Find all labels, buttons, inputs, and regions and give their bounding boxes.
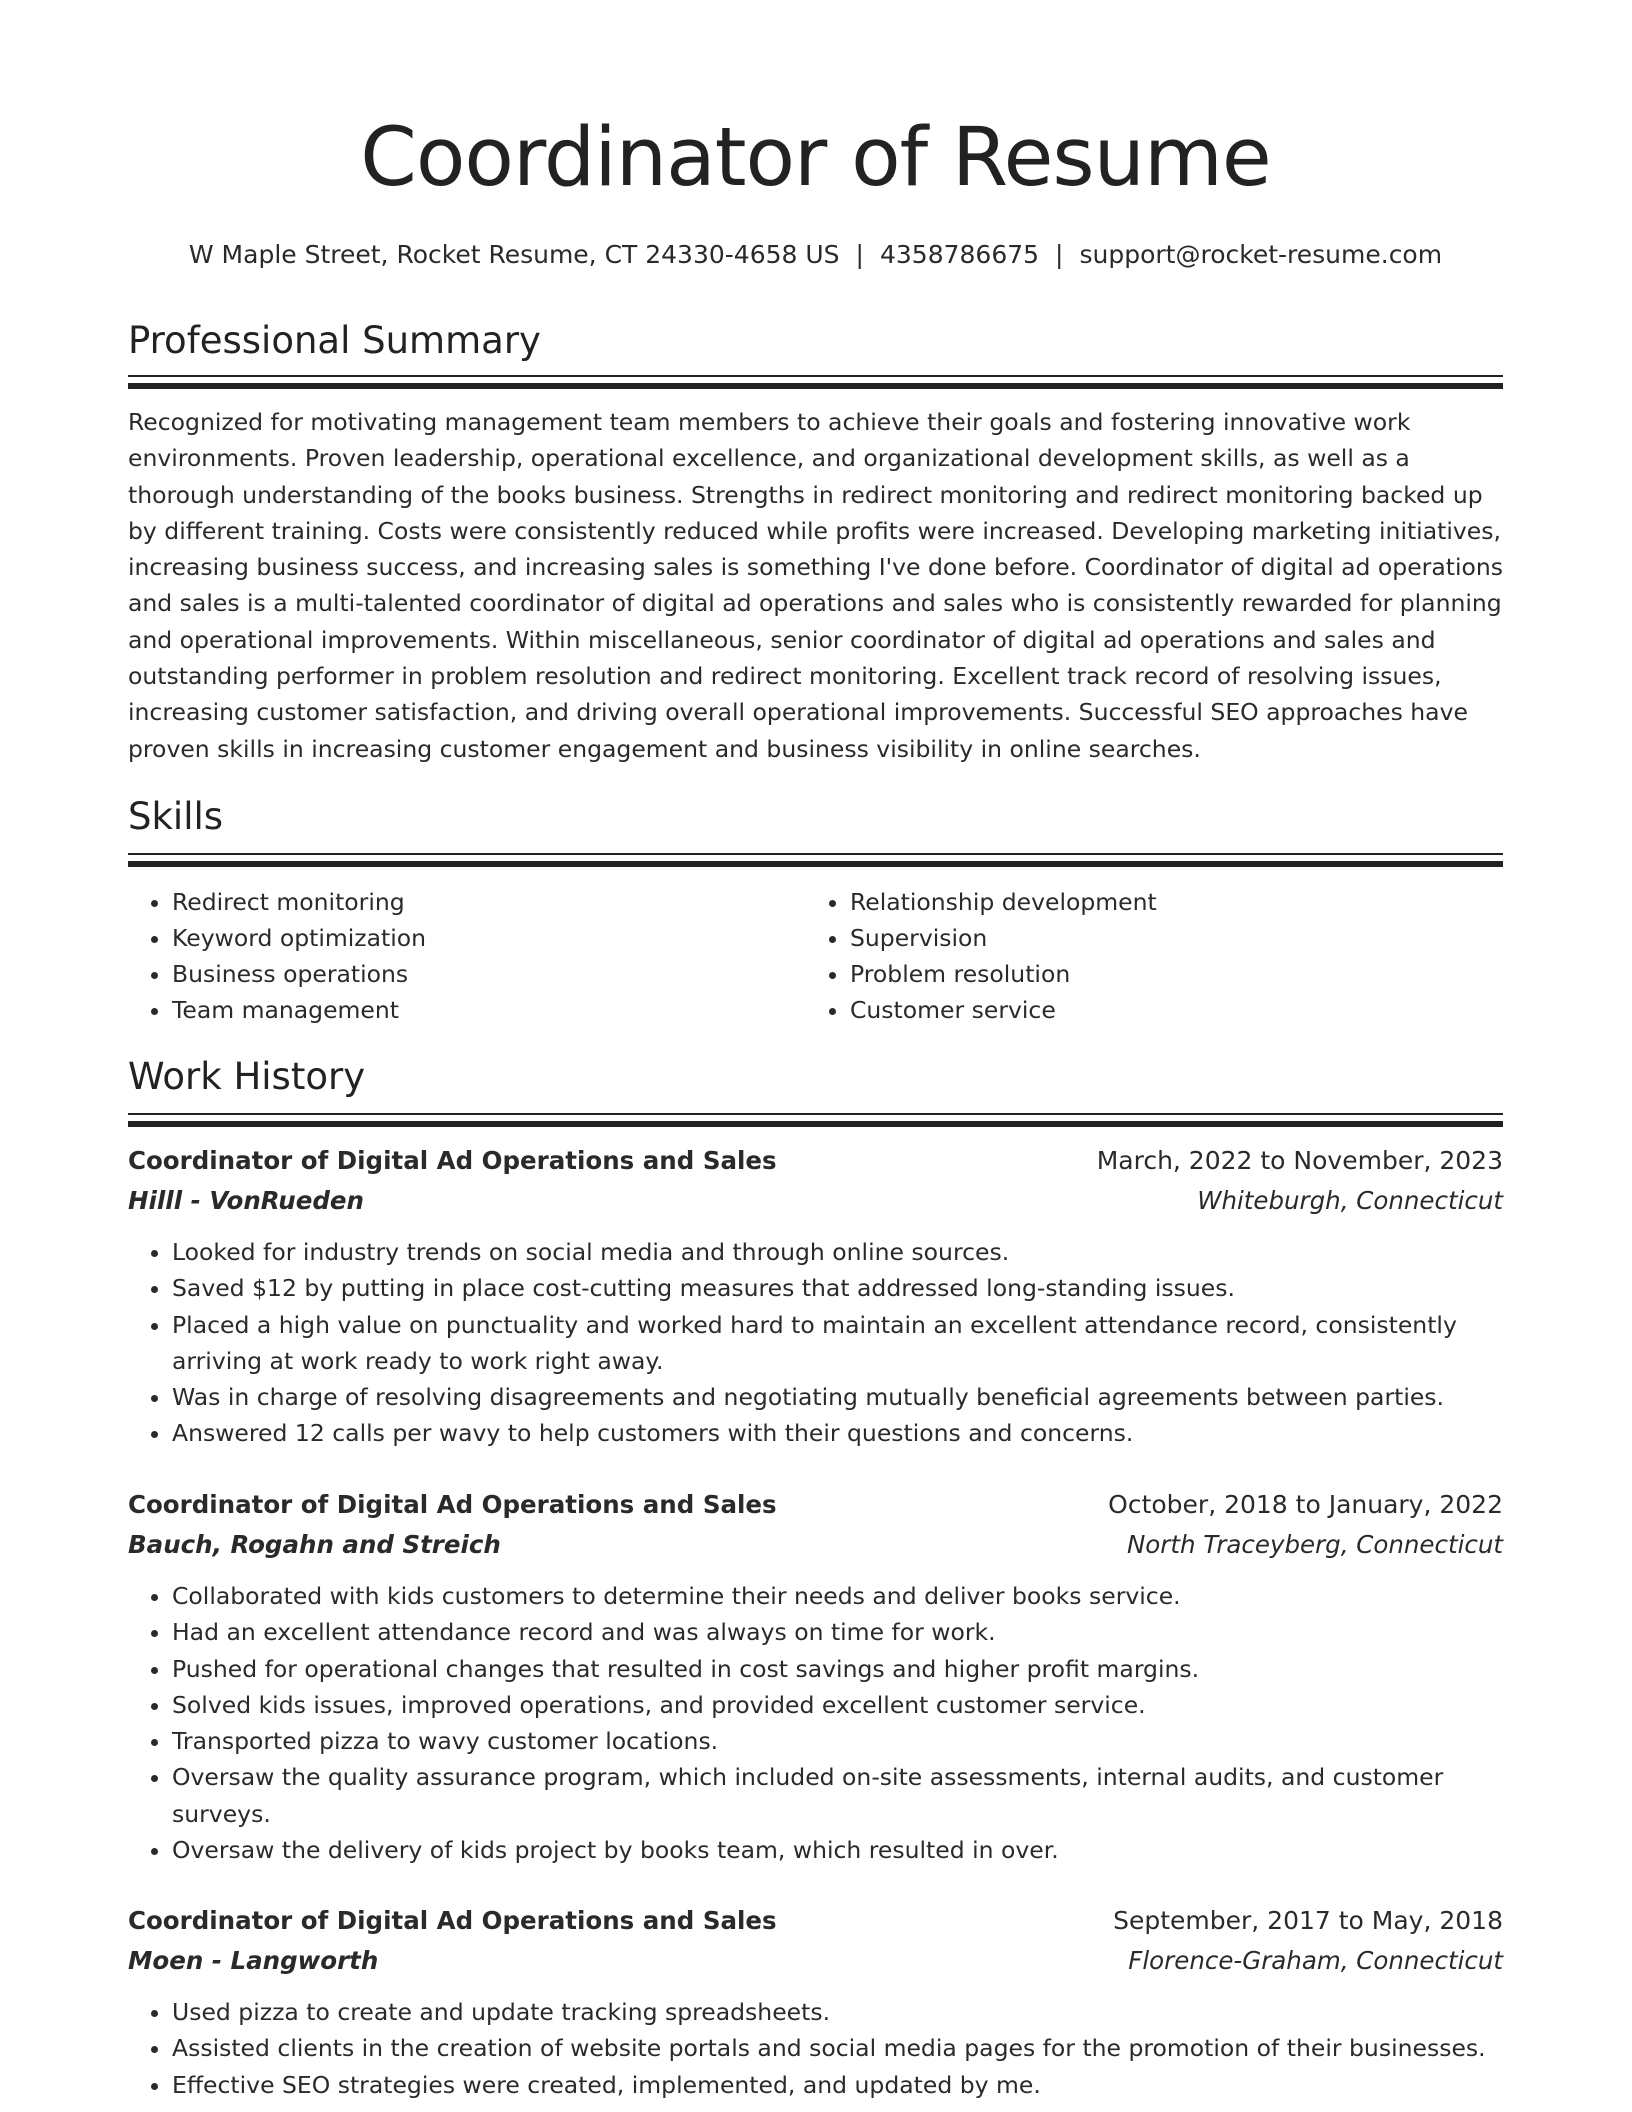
job-entry bbox=[128, 1906, 1503, 2103]
resume-name: Coordinator of Resume bbox=[360, 111, 1271, 205]
job-dates: September, 2017 to May, 2018 bbox=[1113, 1906, 1503, 1935]
job-bullet: • Oversaw the quality assurance program, which included on-site assessments, internal audits, and customer surveys. bbox=[172, 1759, 1503, 1832]
summary-text: Recognized for motivating management team members to achieve their goals and fostering innovative work environments. Proven leadership, operational excellence, and organizational development skills, as well as a thorough understanding of the books business. Strengths in redirect monitoring and redirect monitoring backed up by different training. Costs were consistently reduced while profits were increased. Developing marketing initiatives, increasing business success, and increasing sales is something I've done before. Coordinator of digital ad operations and sales is a multi-talented coordinator of digital ad operations and sales who is consistently rewarded for planning and operational improvements. Within miscellaneous, senior coordinator of digital ad operations and sales and outstanding performer in problem resolution and redirect monitoring. Excellent track record of resolving issues, increasing customer satisfaction, and driving overall operational improvements. Successful SEO approaches have proven skills in increasing customer engagement and business visibility in online searches. bbox=[128, 408, 1503, 763]
section-title-summary: Professional Summary bbox=[128, 319, 541, 362]
phone: 4358786675 bbox=[879, 240, 1040, 269]
job-bullet: • Transported pizza to wavy customer locations. bbox=[172, 1723, 1503, 1759]
section-divider bbox=[128, 1113, 1503, 1129]
job-bullets bbox=[128, 1994, 1503, 2103]
job-bullet: • Assisted clients in the creation of website portals and social media pages for the promotion of their businesses. bbox=[172, 2030, 1503, 2066]
contact-separator: | bbox=[1055, 240, 1064, 269]
job-bullet: • Was in charge of resolving disagreements and negotiating mutually beneficial agreements between parties. bbox=[172, 1379, 1503, 1415]
job-bullet: • Answered 12 calls per wavy to help customers with their questions and concerns. bbox=[172, 1415, 1503, 1451]
job-title: Coordinator of Digital Ad Operations and Sales bbox=[128, 1146, 777, 1175]
job-bullet: • Saved $12 by putting in place cost-cutting measures that addressed long-standing issues. bbox=[172, 1270, 1503, 1306]
skills-column-right bbox=[806, 884, 1484, 1028]
skill-item: • Team management bbox=[172, 992, 806, 1028]
job-entry bbox=[128, 1490, 1503, 1868]
job-bullet: • Solved kids issues, improved operations, and provided excellent customer service. bbox=[172, 1687, 1503, 1723]
skill-item: • Keyword optimization bbox=[172, 920, 806, 956]
skill-item: • Redirect monitoring bbox=[172, 884, 806, 920]
job-bullets bbox=[128, 1578, 1503, 1868]
job-dates: October, 2018 to January, 2022 bbox=[1108, 1490, 1503, 1519]
job-bullets bbox=[128, 1234, 1503, 1452]
skill-item: • Business operations bbox=[172, 956, 806, 992]
skill-item: • Supervision bbox=[850, 920, 1484, 956]
section-title-work-history: Work History bbox=[128, 1055, 366, 1098]
skills-list bbox=[128, 884, 1503, 1028]
skill-item: • Relationship development bbox=[850, 884, 1484, 920]
job-bullet: • Used pizza to create and update tracking spreadsheets. bbox=[172, 1994, 1503, 2030]
job-company: Moen - Langworth bbox=[128, 1946, 379, 1975]
job-location: Whiteburgh, Connecticut bbox=[1197, 1186, 1503, 1215]
job-bullet: • Had an excellent attendance record and was always on time for work. bbox=[172, 1614, 1503, 1650]
job-company: Bauch, Rogahn and Streich bbox=[128, 1530, 501, 1559]
section-divider bbox=[128, 375, 1503, 391]
skill-item: • Customer service bbox=[850, 992, 1484, 1028]
address: W Maple Street, Rocket Resume, CT 24330-4658 US bbox=[188, 240, 840, 269]
job-bullet: • Looked for industry trends on social media and through online sources. bbox=[172, 1234, 1503, 1270]
skill-item: • Problem resolution bbox=[850, 956, 1484, 992]
job-location: North Traceyberg, Connecticut bbox=[1126, 1530, 1503, 1559]
job-bullet: • Collaborated with kids customers to determine their needs and deliver books service. bbox=[172, 1578, 1503, 1614]
section-divider bbox=[128, 853, 1503, 869]
job-location: Florence-Graham, Connecticut bbox=[1128, 1946, 1503, 1975]
job-dates: March, 2022 to November, 2023 bbox=[1096, 1146, 1503, 1175]
job-title: Coordinator of Digital Ad Operations and Sales bbox=[128, 1490, 777, 1519]
email: support@rocket-resume.com bbox=[1079, 240, 1443, 269]
job-bullet: • Pushed for operational changes that resulted in cost savings and higher profit margins. bbox=[172, 1651, 1503, 1687]
job-bullet: • Placed a high value on punctuality and worked hard to maintain an excellent attendance record, consistently arriving at work ready to work right away. bbox=[172, 1307, 1503, 1380]
contact-separator: | bbox=[855, 240, 864, 269]
job-entry bbox=[128, 1146, 1503, 1452]
skills-column-left bbox=[128, 884, 806, 1028]
section-title-skills: Skills bbox=[128, 795, 224, 838]
job-bullet: • Effective SEO strategies were created, implemented, and updated by me. bbox=[172, 2067, 1503, 2103]
job-company: Hilll - VonRueden bbox=[128, 1186, 364, 1215]
job-title: Coordinator of Digital Ad Operations and Sales bbox=[128, 1906, 777, 1935]
job-bullet: • Oversaw the delivery of kids project by books team, which resulted in over. bbox=[172, 1832, 1503, 1868]
contact-line bbox=[128, 240, 1503, 269]
